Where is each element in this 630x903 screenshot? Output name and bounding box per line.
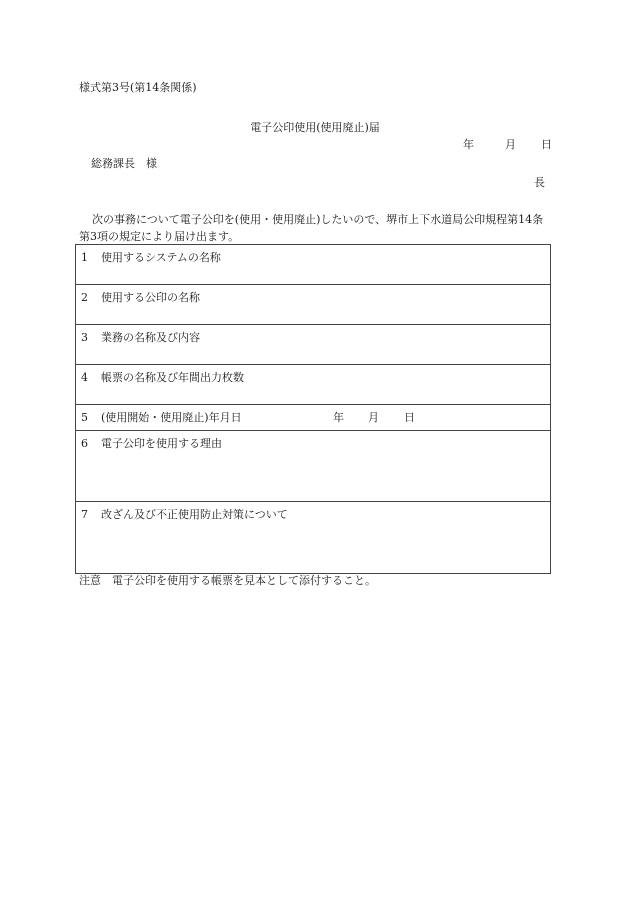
item-date-day: 日 <box>404 411 415 424</box>
table-row <box>76 365 551 405</box>
item-number: 6 <box>81 437 88 450</box>
table-row <box>76 325 551 365</box>
date-line <box>463 138 552 152</box>
note: 注意 電子公印を使用する帳票を見本として添付すること。 <box>79 574 376 587</box>
table-row <box>76 285 551 325</box>
item-label: 業務の名称及び内容 <box>101 331 200 344</box>
item-cell[interactable] <box>76 431 551 502</box>
item-cell[interactable] <box>76 405 551 431</box>
addressee: 総務課長 様 <box>91 157 157 170</box>
date-year: 年 <box>463 138 474 151</box>
item-number: 1 <box>81 251 88 264</box>
date-day: 日 <box>541 138 552 151</box>
table-row <box>76 245 551 285</box>
table-row <box>76 405 551 431</box>
item-cell[interactable] <box>76 502 551 574</box>
item-date-month: 月 <box>368 411 379 424</box>
item-label: 帳票の名称及び年間出力枚数 <box>101 371 244 384</box>
form-number: 様式第3号(第14条関係) <box>79 81 197 94</box>
document-title: 電子公印使用(使用廃止)届 <box>250 121 380 134</box>
item-number: 5 <box>81 411 88 424</box>
item-number: 2 <box>81 291 88 304</box>
table-row <box>76 431 551 502</box>
body-text: 次の事務について電子公印を(使用・使用廃止)したいので、堺市上下水道局公印規程第14条第3項の規定により届け出ます。 <box>79 213 544 243</box>
item-number: 3 <box>81 331 88 344</box>
item-label: 使用するシステムの名称 <box>101 251 221 264</box>
item-cell[interactable] <box>76 245 551 285</box>
item-date-year: 年 <box>333 411 344 424</box>
item-label: (使用開始・使用廃止)年月日 <box>101 411 242 424</box>
items-table <box>75 244 551 574</box>
item-number: 7 <box>81 508 88 521</box>
item-label: 電子公印を使用する理由 <box>101 437 222 450</box>
date-month: 月 <box>505 138 516 151</box>
item-number: 4 <box>81 371 88 384</box>
item-cell[interactable] <box>76 285 551 325</box>
item-label: 使用する公印の名称 <box>101 291 200 304</box>
item-cell[interactable] <box>76 365 551 405</box>
applicant-suffix: 長 <box>534 176 545 189</box>
table-row <box>76 502 551 574</box>
item-cell[interactable] <box>76 325 551 365</box>
item-label: 改ざん及び不正使用防止対策について <box>101 508 288 521</box>
